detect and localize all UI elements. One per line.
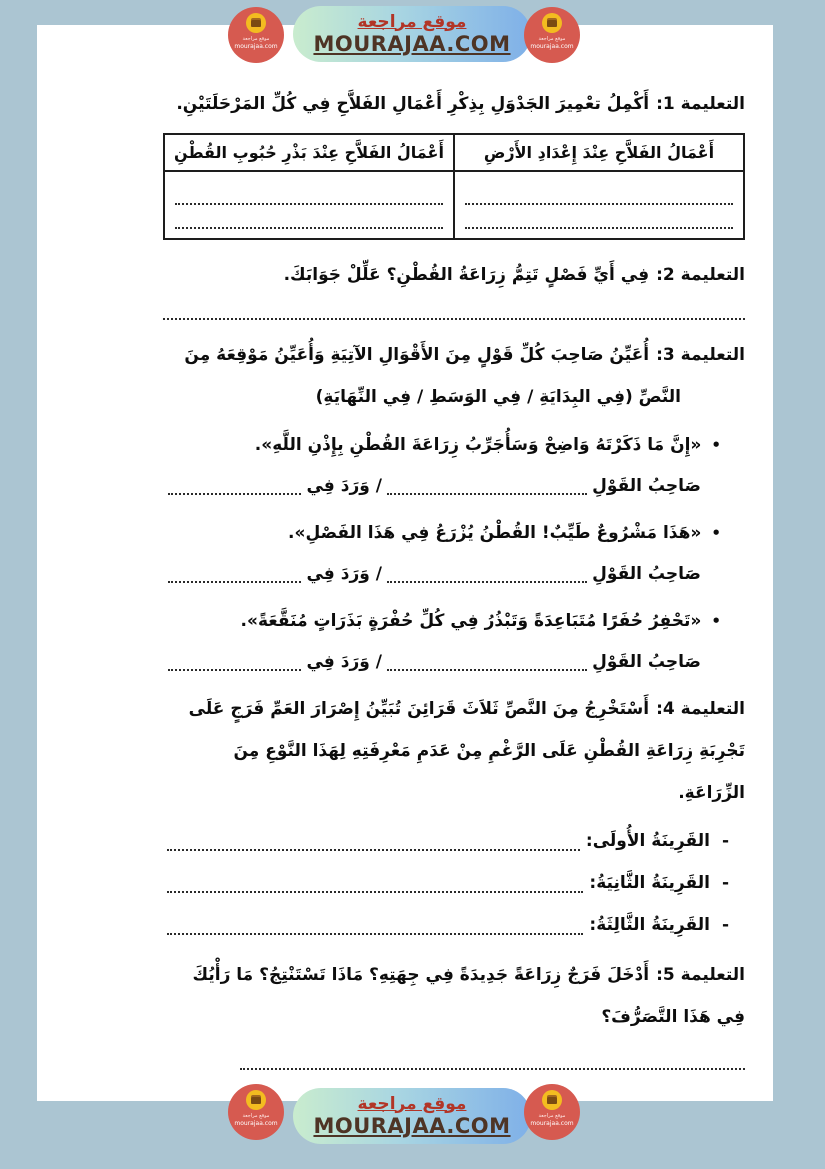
location-label: / وَرَدَ فِي xyxy=(306,652,382,672)
task-3-text-line2: النَّصِّ (فِي البِدَايَةِ / فِي الوَسَطِ / فِي النِّهَايَةِ) xyxy=(315,387,681,407)
table-header-sow-cotton: أَعْمَالُ الفَلاَّحِ عِنْدَ بَذْرِ حُبُوبِ القُطْنِ xyxy=(164,134,454,171)
answer-blank-line xyxy=(465,205,733,229)
quote-3-text: «تَحْفِرُ حُفَرًا مُتَبَاعِدَةً وَتَبْذُرُ فِي كُلِّ حُفْرَةٍ بَذَرَاتٍ مُنَقَّعَةً». xyxy=(240,611,702,631)
task-5-text-line2: فِي هَذَا التَّصَرُّفَ؟ xyxy=(601,1007,745,1027)
owner-label: صَاحِبُ القَوْلِ xyxy=(592,476,701,496)
dash-icon: - xyxy=(721,915,729,935)
answer-blank-line xyxy=(168,581,301,583)
owner-label: صَاحِبُ القَوْلِ xyxy=(592,564,701,584)
task-2-instruction xyxy=(163,254,745,296)
badge-emblem-icon xyxy=(246,13,266,33)
answer-blank-line xyxy=(167,891,583,893)
clue-item-3 xyxy=(163,904,745,946)
bullet-icon: • xyxy=(711,436,721,454)
task-4-instruction xyxy=(163,688,745,730)
task-3-label: التعليمة 3: xyxy=(656,345,745,365)
answer-blank-line xyxy=(240,1052,745,1070)
answer-blank-line xyxy=(167,849,580,851)
answer-blank-line xyxy=(167,933,583,935)
dash-icon: - xyxy=(721,831,729,851)
answer-blank-line xyxy=(163,302,745,320)
task-5-text-line1: أَدْخَلَ فَرَجٌ زِرَاعَةً جَدِيدَةً فِي جِهَتِهِ؟ مَاذَا تَسْتَنْتِجُ؟ مَا رَأْيُكَ xyxy=(192,965,650,985)
clue-3-label: القَرِينَةُ الثَّالِثَةُ: xyxy=(589,915,710,935)
site-badge-icon xyxy=(524,7,580,63)
header-brand-pill xyxy=(293,6,531,62)
bullet-icon: • xyxy=(711,524,721,542)
clue-item-2 xyxy=(163,862,745,904)
quote-item-3 xyxy=(163,600,745,642)
task-2-label: التعليمة 2: xyxy=(656,265,745,285)
dash-icon: - xyxy=(721,873,729,893)
task-3-text-line1: أُعَيِّنُ صَاحِبَ كُلِّ قَوْلٍ مِنَ الأَقْوَالِ الآتِيَةِ وَأُعَيِّنُ مَوْقِعَهُ مِنَ xyxy=(184,345,650,365)
site-badge-icon xyxy=(524,1084,580,1140)
table-header-prepare-land: أَعْمَالُ الفَلاَّحِ عِنْدَ إِعْدَادِ الأَرْضِ xyxy=(454,134,744,171)
task-4-text-line2: تَجْرِبَةِ زِرَاعَةِ القُطْنِ عَلَى الرَّغْمِ مِنْ عَدَمِ مَعْرِفَتِهِ لِهَذَا النَّوْعِ مِنَ xyxy=(233,741,745,761)
worksheet-content xyxy=(163,83,745,1084)
table-answer-cell-left xyxy=(164,171,454,239)
site-badge-icon xyxy=(228,7,284,63)
clue-item-1 xyxy=(163,820,745,862)
task-1-label: التعليمة 1: xyxy=(656,94,745,114)
clue-1-label: القَرِينَةُ الأُولَى: xyxy=(585,831,710,851)
quote-2-answer-line xyxy=(163,554,745,594)
answer-blank-line xyxy=(387,581,587,583)
site-name-link[interactable]: موقع مراجعة xyxy=(357,11,467,32)
task-4-text-line3: الزِّرَاعَةِ. xyxy=(678,783,745,803)
clue-2-label: القَرِينَةُ الثَّانِيَةُ: xyxy=(589,873,710,893)
quote-1-text: «إِنَّ مَا ذَكَرْتَهُ وَاضِحْ وَسَأُجَرِّبُ زِرَاعَةَ القُطْنِ بِإِذْنِ اللَّهِ». xyxy=(254,435,702,455)
badge-site-domain: mourajaa.com xyxy=(530,43,574,50)
task-1-text: أَكْمِلُ تعْمِيرَ الجَدْوَلِ بِذِكْرِ أَعْمَالِ الفَلاَّحِ فِي كُلِّ المَرْحَلَتَيْنِ. xyxy=(176,94,650,114)
badge-site-name: موقع مراجعة xyxy=(242,1113,270,1119)
site-name-link[interactable]: موقع مراجعة xyxy=(357,1093,467,1114)
task-5-label: التعليمة 5: xyxy=(656,965,745,985)
quote-item-1 xyxy=(163,424,745,466)
badge-site-name: موقع مراجعة xyxy=(538,1113,566,1119)
quote-item-2 xyxy=(163,512,745,554)
answer-table xyxy=(163,133,745,240)
task-3-instruction xyxy=(163,334,745,376)
answer-blank-line xyxy=(465,181,733,205)
answer-blank-line xyxy=(387,669,587,671)
site-domain-link[interactable]: MOURAJAA.COM xyxy=(313,1113,511,1138)
answer-blank-line xyxy=(168,669,301,671)
site-badge-icon xyxy=(228,1084,284,1140)
task-2-text: فِي أَيِّ فَصْلٍ تَتِمُّ زِرَاعَةُ القُطْنِ؟ عَلِّلْ جَوَابَكَ. xyxy=(283,265,650,285)
task-1-instruction xyxy=(163,83,745,125)
badge-emblem-icon xyxy=(542,13,562,33)
answer-blank-line xyxy=(175,181,443,205)
location-label: / وَرَدَ فِي xyxy=(306,564,382,584)
bullet-icon: • xyxy=(711,612,721,630)
badge-site-name: موقع مراجعة xyxy=(242,36,270,42)
answer-blank-line xyxy=(168,493,301,495)
task-4-label: التعليمة 4: xyxy=(656,699,745,719)
site-domain-link[interactable]: MOURAJAA.COM xyxy=(313,31,511,56)
badge-site-name: موقع مراجعة xyxy=(538,36,566,42)
badge-site-domain: mourajaa.com xyxy=(234,1120,278,1127)
badge-emblem-icon xyxy=(542,1090,562,1110)
footer-brand-pill xyxy=(293,1088,531,1144)
badge-site-domain: mourajaa.com xyxy=(234,43,278,50)
badge-site-domain: mourajaa.com xyxy=(530,1120,574,1127)
answer-blank-line xyxy=(387,493,587,495)
table-answer-cell-right xyxy=(454,171,744,239)
quote-1-answer-line xyxy=(163,466,745,506)
owner-label: صَاحِبُ القَوْلِ xyxy=(592,652,701,672)
badge-emblem-icon xyxy=(246,1090,266,1110)
task-5-instruction xyxy=(163,954,745,996)
quote-2-text: «هَذَا مَشْرُوعٌ طَيِّبٌ! القُطْنُ يُزْرَعُ فِي هَذَا الفَصْلِ». xyxy=(288,523,702,543)
task-4-text-line1: أَسْتَخْرِجُ مِنَ النَّصِّ ثَلاَثَ قَرَائِنَ تُبَيِّنُ إِصْرَارَ العَمِّ فَرَجٍ عَلَى xyxy=(188,699,650,719)
location-label: / وَرَدَ فِي xyxy=(306,476,382,496)
answer-blank-line xyxy=(175,205,443,229)
quote-3-answer-line xyxy=(163,642,745,682)
